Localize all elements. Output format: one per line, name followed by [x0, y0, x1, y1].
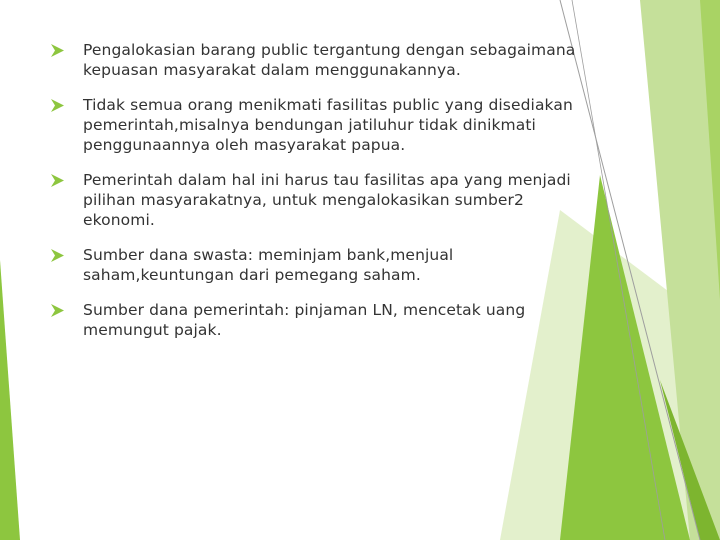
green-arrow-triangle-icon [50, 303, 65, 318]
bullet-item [48, 95, 593, 155]
left-accent-shape [0, 260, 20, 540]
bullet-item [48, 40, 593, 80]
bullet-item [48, 170, 593, 230]
green-arrow-triangle-icon [50, 173, 65, 188]
bullet-text: Sumber dana pemerintah: pinjaman LN, mencetak uang memungut pajak. [83, 301, 526, 339]
bullet-list [48, 40, 593, 355]
green-arrow-triangle-icon [50, 43, 65, 58]
bullet-text: Pengalokasian barang public tergantung dengan sebagaimana kepuasan masyarakat dalam menggunakannya. [83, 41, 576, 79]
bullet-text: Sumber dana swasta: meminjam bank,menjual saham,keuntungan dari pemegang saham. [83, 246, 454, 284]
green-arrow-triangle-icon [50, 248, 65, 263]
bullet-item [48, 300, 593, 340]
bullet-text: Tidak semua orang menikmati fasilitas public yang disediakan pemerintah,misalnya bendungan jatiluhur tidak dinikmati penggunaannya oleh masyarakat papua. [83, 96, 573, 154]
bullet-item [48, 245, 593, 285]
bullet-text: Pemerintah dalam hal ini harus tau fasilitas apa yang menjadi pilihan masyarakatnya, untuk mengalokasikan sumber2 ekonomi. [83, 171, 571, 229]
green-arrow-triangle-icon [50, 98, 65, 113]
